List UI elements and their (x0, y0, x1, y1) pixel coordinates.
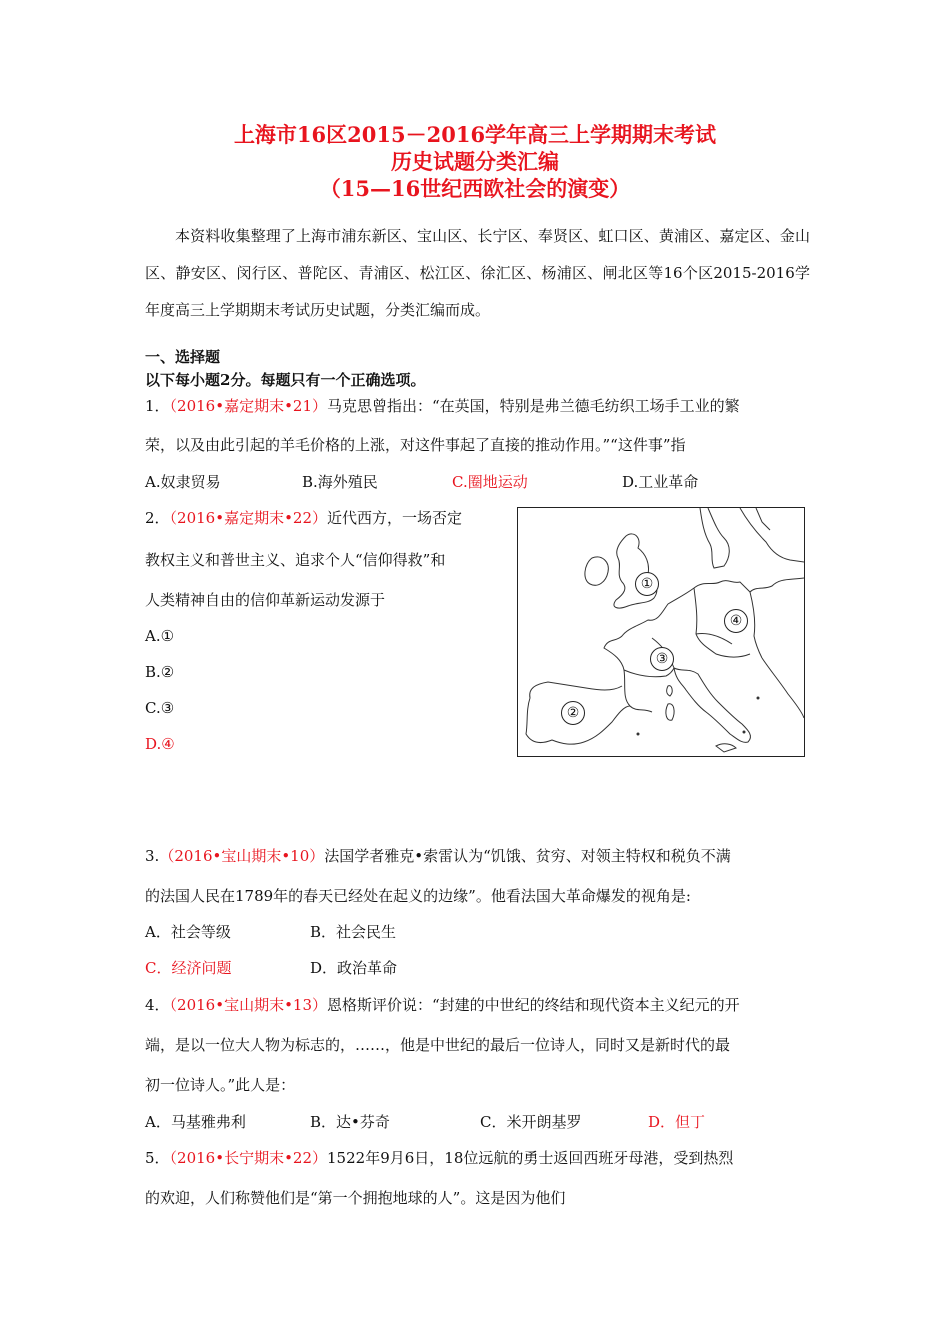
question-stem: 近代西方，一场否定 (327, 509, 463, 527)
question-number: 4． (145, 996, 170, 1014)
europe-map-outline (518, 508, 804, 756)
page-subtitle: 历史试题分类汇编 (391, 149, 559, 174)
q3-option-b: B．社会民生 (310, 923, 397, 941)
question-3-line-1 (145, 846, 731, 866)
q2-option-a: A.① (145, 627, 175, 645)
q3-option-c: C．经济问题 (145, 959, 232, 977)
q2-option-b: B.② (145, 663, 175, 681)
map-label-4: ④ (724, 609, 748, 633)
question-5-line-2: 的欢迎，人们称赞他们是“第一个拥抱地球的人”。这是因为他们 (145, 1189, 566, 1207)
question-2-line-3: 人类精神自由的信仰革新运动发源于 (145, 591, 386, 609)
question-number: 1． (145, 397, 170, 415)
question-4-line-1 (145, 995, 740, 1015)
question-2-line-1 (145, 508, 462, 528)
europe-map (517, 507, 805, 757)
q2-option-c: C.③ (145, 699, 175, 717)
question-stem: 马克思曾指出：“在英国，特别是弗兰德毛纺织工场手工业的繁 (327, 397, 740, 415)
question-stem: 法国学者雅克•索雷认为“饥饿、贫穷、对领主特权和税负不满 (324, 847, 731, 865)
q1-option-d: D.工业革命 (622, 473, 699, 491)
question-stem: 恩格斯评价说：“封建的中世纪的终结和现代资本主义纪元的开 (327, 996, 740, 1014)
map-label-1: ① (635, 572, 659, 596)
question-source: （2016•长宁期末•22） (169, 1149, 328, 1167)
question-number: 3. (145, 847, 160, 865)
page-title: 上海市16区2015－2016学年高三上学期期末考试 (233, 122, 717, 147)
question-source: （2016•嘉定期末•22） (169, 509, 328, 527)
q3-option-a: A．社会等级 (145, 923, 231, 941)
question-4-line-2: 端，是以一位大人物为标志的，……，他是中世纪的最后一位诗人，同时又是新时代的最 (145, 1036, 731, 1054)
question-source: （2016•宝山期末•10） (159, 847, 325, 865)
question-1-line-2: 荣，以及由此引起的羊毛价格的上涨，对这件事起了直接的推动作用。”“这件事”指 (145, 436, 686, 454)
question-source: （2016•宝山期末•13） (169, 996, 328, 1014)
q1-option-b: B.海外殖民 (302, 473, 378, 491)
question-source: （2016•嘉定期末•21） (169, 397, 328, 415)
map-label-2: ② (561, 701, 585, 725)
question-number: 5． (145, 1149, 170, 1167)
q2-option-d: D.④ (145, 735, 175, 753)
question-stem: 1522年9月6日，18位远航的勇士返回西班牙母港，受到热烈 (327, 1149, 734, 1167)
q4-option-a: A．马基雅弗利 (145, 1113, 246, 1131)
question-number: 2． (145, 509, 170, 527)
intro-paragraph: 本资料收集整理了上海市浦东新区、宝山区、长宁区、奉贤区、虹口区、黄浦区、嘉定区、金山区、静安区、闵行区、普陀区、青浦区、松江区、徐汇区、杨浦区、闸北区等16个区2015-2016学年度高三上学期期末考试历史试题，分类汇编而成。 (145, 227, 810, 319)
q1-option-c: C.圈地运动 (452, 473, 528, 491)
q4-option-b: B．达•芬奇 (310, 1113, 390, 1131)
question-2-line-2: 教权主义和普世主义、追求个人“信仰得救”和 (145, 551, 446, 569)
q1-option-a: A.奴隶贸易 (145, 473, 221, 491)
page-topic: （15—16世纪西欧社会的演变） (319, 176, 631, 201)
question-3-line-2: 的法国人民在1789年的春天已经处在起义的边缘”。他看法国大革命爆发的视角是: (145, 887, 691, 905)
section-heading: 一、选择题 (145, 348, 221, 366)
q3-option-d: D．政治革命 (310, 959, 398, 977)
map-label-3: ③ (650, 647, 674, 671)
q4-option-d: D．但丁 (648, 1113, 706, 1131)
question-5-line-1 (145, 1148, 733, 1168)
question-1-line-1 (145, 396, 740, 416)
q4-option-c: C．米开朗基罗 (480, 1113, 582, 1131)
question-4-line-3: 初一位诗人。”此人是： (145, 1076, 296, 1094)
section-instruction: 以下每小题2分。每题只有一个正确选项。 (145, 371, 426, 389)
